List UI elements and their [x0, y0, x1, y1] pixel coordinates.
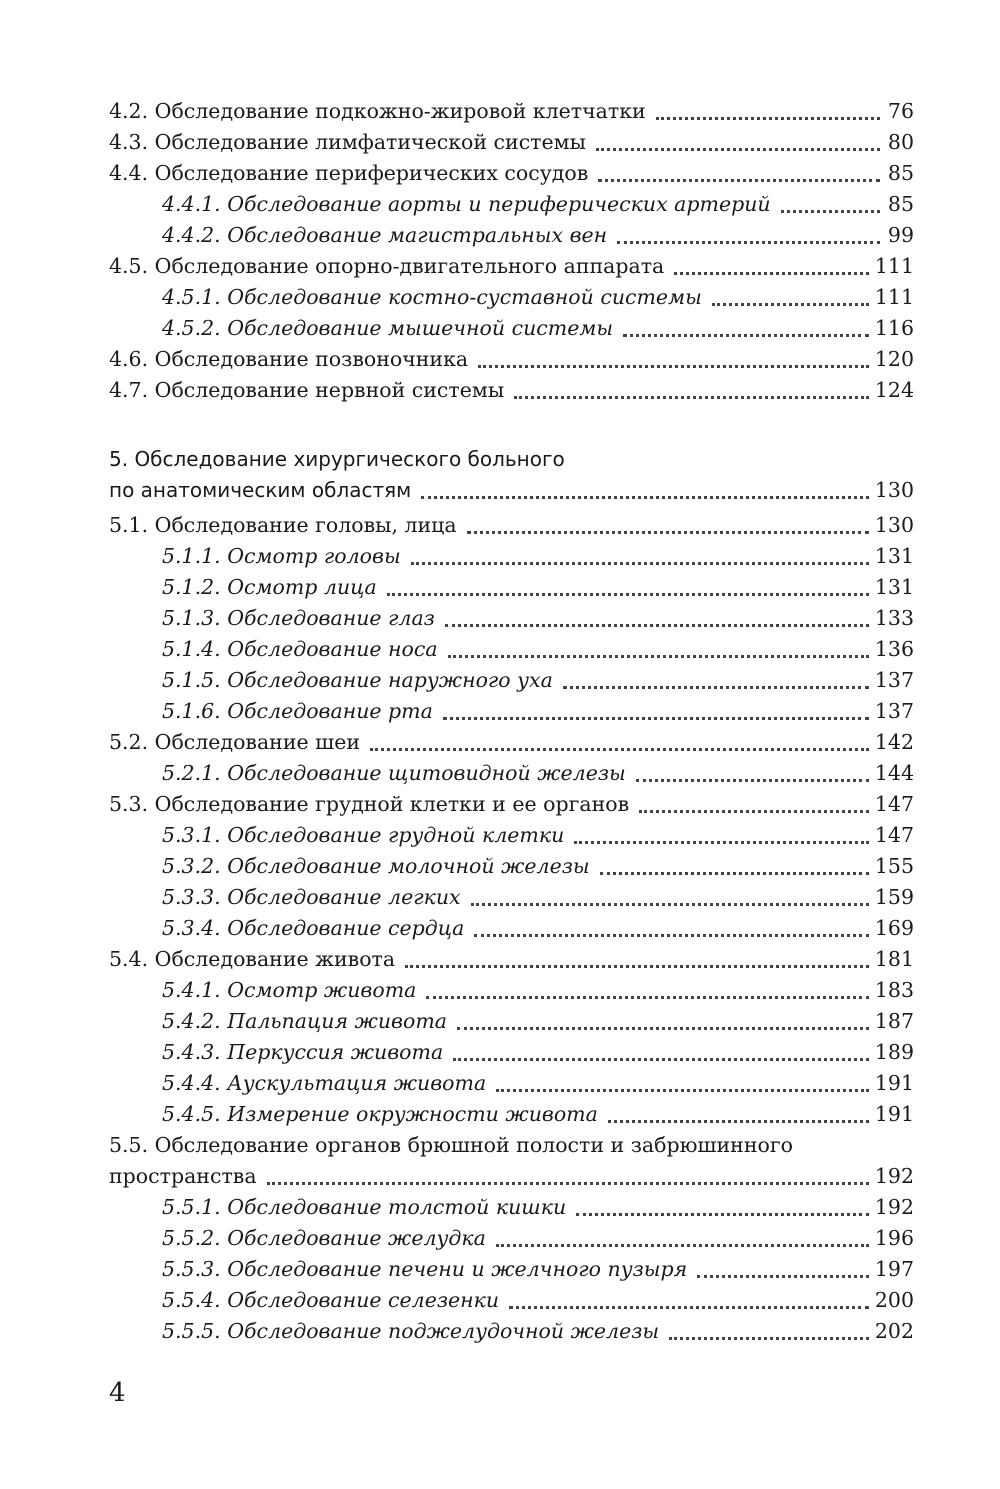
toc-entry-title-line2-row — [109, 1161, 914, 1192]
toc-entry-text: Обследование периферических сосудов — [154, 161, 589, 185]
toc-entry-number: 4.4.2. — [162, 223, 221, 247]
toc-entry-title — [109, 251, 664, 282]
toc-entry-title — [162, 634, 438, 665]
toc-entry-number: 4.7. — [109, 378, 149, 402]
toc-entry-number: 4.5.1. — [162, 285, 221, 309]
page-number: 147 — [874, 823, 914, 847]
page-number: 144 — [874, 761, 914, 785]
dot-leader — [509, 1305, 869, 1309]
toc-entry-title-line1: 5.5. Обследование органов брюшной полости и забрюшинного — [109, 1133, 793, 1157]
toc-entry-number: 5.1.5. — [162, 668, 221, 692]
dot-leader — [514, 395, 869, 399]
toc-entry-title — [162, 1037, 443, 1068]
toc-entry — [109, 375, 914, 406]
toc-entry-title — [162, 220, 607, 251]
toc-section-5-5-subentries — [109, 1192, 914, 1347]
toc-entry-number: 5.3. — [109, 792, 149, 816]
dot-leader — [600, 871, 869, 875]
toc-entry-number: 5.1.2. — [162, 575, 221, 599]
toc-entry — [109, 572, 914, 603]
toc-entry-text: Обследование глаз — [227, 606, 435, 630]
toc-entry — [109, 510, 914, 541]
toc-entry-text: Обследование легких — [227, 885, 461, 909]
toc-entry-number: 5.4.2. — [162, 1009, 221, 1033]
page-number: 116 — [874, 316, 914, 340]
toc-entry-number: 5.5.4. — [162, 1288, 221, 1312]
page-number: 130 — [874, 478, 914, 502]
page-number: 133 — [874, 606, 914, 630]
page-number: 130 — [874, 513, 914, 537]
toc-entry-title — [109, 789, 629, 820]
page-number: 137 — [874, 699, 914, 723]
dot-leader — [457, 1026, 869, 1030]
page-number: 169 — [874, 916, 914, 940]
page-number: 202 — [874, 1319, 914, 1343]
toc-entry-text: Обследование поджелудочной железы — [227, 1319, 660, 1343]
page-number: 85 — [887, 192, 914, 216]
toc-entry — [109, 96, 914, 127]
toc-entry-title — [162, 1068, 486, 1099]
toc-entry-number: 5.4.1. — [162, 978, 221, 1002]
page-number: 137 — [874, 668, 914, 692]
toc-entry — [109, 1316, 914, 1347]
toc-entry — [109, 603, 914, 634]
page-number: 197 — [874, 1257, 914, 1281]
dot-leader — [467, 530, 869, 534]
toc-entry-number: 5.4.3. — [162, 1040, 221, 1064]
toc-entry-number: 4.2. — [109, 99, 149, 123]
toc-entry-text: Обследование аорты и периферических артерий — [227, 192, 771, 216]
toc-entry-title — [109, 127, 586, 158]
toc-entry-text: Обследование мышечной системы — [227, 316, 614, 340]
dot-leader — [596, 147, 880, 151]
toc-entry-text: Перкуссия живота — [227, 1040, 444, 1064]
page-number: 147 — [874, 792, 914, 816]
toc-entry-title — [162, 1099, 598, 1130]
dot-leader — [636, 778, 869, 782]
toc-entry-title — [162, 1006, 447, 1037]
chapter-title-line2: по анатомическим областям — [109, 478, 412, 502]
toc-entry — [109, 251, 914, 282]
toc-entry-text: Обследование опорно-двигательного аппарата — [154, 254, 665, 278]
toc-entry-text: Обследование головы, лица — [154, 513, 457, 537]
dot-leader — [781, 209, 880, 213]
dot-leader — [608, 1119, 869, 1123]
dot-leader — [443, 716, 869, 720]
toc-entry-text: Обследование наружного уха — [227, 668, 553, 692]
toc-entry-title — [162, 975, 416, 1006]
toc-entry-text: Обследование шеи — [154, 730, 360, 754]
toc-entry — [109, 882, 914, 913]
toc-entry-number: 5.1.3. — [162, 606, 221, 630]
toc-entry-title — [162, 1254, 687, 1285]
toc-entry-text: Обследование подкожно-жировой клетчатки — [154, 99, 646, 123]
toc-entry — [109, 665, 914, 696]
toc-entry — [109, 913, 914, 944]
page-number: 111 — [874, 254, 914, 278]
page-number: 142 — [874, 730, 914, 754]
toc-entry-number: 5.1.1. — [162, 544, 221, 568]
toc-entry — [109, 1254, 914, 1285]
dot-leader — [623, 333, 869, 337]
spacer — [109, 406, 914, 444]
dot-leader — [387, 592, 869, 596]
toc-entry — [109, 1068, 914, 1099]
dot-leader — [617, 240, 880, 244]
page-number: 80 — [887, 130, 914, 154]
toc-entry-text: Обследование грудной клетки и ее органов — [154, 792, 630, 816]
toc-entry-text: Осмотр живота — [227, 978, 417, 1002]
toc-entry-number: 4.6. — [109, 347, 149, 371]
toc-entry-title — [162, 696, 433, 727]
page-number: 187 — [874, 1009, 914, 1033]
toc-entry-title — [109, 158, 588, 189]
dot-leader — [474, 933, 869, 937]
toc-entry-number: 5.3.2. — [162, 854, 221, 878]
toc-entry-title — [162, 313, 613, 344]
toc-entry-title — [109, 375, 504, 406]
toc-entry-number: 5.2.1. — [162, 761, 221, 785]
dot-leader — [669, 1336, 869, 1340]
toc-entry-number: 4.3. — [109, 130, 149, 154]
page-number: 136 — [874, 637, 914, 661]
toc-entry-number: 5.5.1. — [162, 1195, 221, 1219]
page-number: 131 — [874, 575, 914, 599]
dot-leader — [598, 178, 880, 182]
page-number: 99 — [887, 223, 914, 247]
toc-entry-text: Осмотр головы — [227, 544, 401, 568]
toc-entry-title — [109, 727, 360, 758]
toc-entry-number: 5.4.5. — [162, 1102, 221, 1126]
toc-entry-number: 5.1. — [109, 513, 149, 537]
page-number: 200 — [874, 1288, 914, 1312]
chapter-title-line1: 5. Обследование хирургического больного — [109, 447, 565, 471]
page-number: 120 — [874, 347, 914, 371]
dot-leader — [370, 747, 869, 751]
toc-entry — [109, 1223, 914, 1254]
toc-entry-text: Обследование лимфатической системы — [154, 130, 586, 154]
toc-entry — [109, 1037, 914, 1068]
toc-entry-text: Обследование грудной клетки — [227, 823, 565, 847]
toc-entry-number: 5.5.5. — [162, 1319, 221, 1343]
dot-leader — [405, 964, 869, 968]
dot-leader — [697, 1274, 869, 1278]
toc-entry — [109, 944, 914, 975]
toc-entry-title — [162, 189, 771, 220]
toc-entry — [109, 313, 914, 344]
toc-entry-text: Обследование молочной железы — [227, 854, 590, 878]
toc-entry-title — [162, 851, 590, 882]
dot-leader — [421, 495, 869, 499]
toc-entry-number: 5.5.3. — [162, 1257, 221, 1281]
dot-leader — [478, 364, 869, 368]
page-number: 191 — [874, 1071, 914, 1095]
dot-leader — [656, 116, 880, 120]
toc-entry-title — [162, 1285, 499, 1316]
toc-entry — [109, 158, 914, 189]
toc-entry-title — [162, 820, 564, 851]
toc-entry-text: Обследование нервной системы — [154, 378, 505, 402]
toc-entry-title — [109, 944, 395, 975]
toc-entry-number: 4.5. — [109, 254, 149, 278]
toc-entry — [109, 758, 914, 789]
dot-leader — [426, 995, 868, 999]
toc-entry-number: 5.4. — [109, 947, 149, 971]
dot-leader — [712, 302, 869, 306]
page-folio: 4 — [109, 1378, 126, 1408]
toc-entry-text: Аускультация живота — [227, 1071, 487, 1095]
toc-entry — [109, 1006, 914, 1037]
toc-entry — [109, 220, 914, 251]
page-number: 192 — [874, 1195, 914, 1219]
toc-entry-number: 5.3.4. — [162, 916, 221, 940]
toc-entry-text: Пальпация живота — [227, 1009, 447, 1033]
toc-entry — [109, 1099, 914, 1130]
toc-entry-number: 4.5.2. — [162, 316, 221, 340]
toc-entry-title — [162, 603, 435, 634]
toc-entry-number: 5.3.3. — [162, 885, 221, 909]
toc-entry-text: Обследование селезенки — [227, 1288, 500, 1312]
dot-leader — [674, 271, 869, 275]
toc-entry-title — [162, 758, 626, 789]
dot-leader — [574, 840, 869, 844]
page-number: 183 — [874, 978, 914, 1002]
toc-entry — [109, 696, 914, 727]
dot-leader — [639, 809, 869, 813]
toc-entry-number: 4.4.1. — [162, 192, 221, 216]
toc-entry — [109, 789, 914, 820]
page-number: 181 — [874, 947, 914, 971]
toc-entry-text: Обследование носа — [227, 637, 438, 661]
toc-entry-title — [109, 510, 457, 541]
toc-entry — [109, 344, 914, 375]
page-number: 159 — [874, 885, 914, 909]
toc-entry — [109, 541, 914, 572]
toc-entry-number: 5.2. — [109, 730, 149, 754]
dot-leader — [445, 623, 869, 627]
toc-entry-text: Обследование сердца — [227, 916, 465, 940]
dot-leader — [576, 1212, 869, 1216]
toc-section-5 — [109, 510, 914, 1130]
toc-entry-number: 5.1.6. — [162, 699, 221, 723]
page-number: 111 — [874, 285, 914, 309]
table-of-contents — [109, 96, 914, 1347]
toc-entry — [109, 634, 914, 665]
toc-entry — [109, 851, 914, 882]
toc-entry-text: Обследование щитовидной железы — [227, 761, 626, 785]
toc-entry-title — [109, 344, 468, 375]
page-number: 155 — [874, 854, 914, 878]
page-number: 85 — [887, 161, 914, 185]
toc-entry-title — [109, 96, 646, 127]
toc-entry-text: Обследование живота — [154, 947, 396, 971]
toc-entry — [109, 127, 914, 158]
dot-leader — [411, 561, 869, 565]
dot-leader — [496, 1243, 869, 1247]
toc-entry-text: Обследование позвоночника — [154, 347, 469, 371]
toc-entry-number: 4.4. — [109, 161, 149, 185]
toc-entry-text: Обследование рта — [227, 699, 433, 723]
toc-entry-title — [162, 665, 553, 696]
toc-entry-title — [162, 1192, 566, 1223]
page-number: 196 — [874, 1226, 914, 1250]
toc-entry — [109, 727, 914, 758]
dot-leader — [453, 1057, 869, 1061]
toc-entry-number: 5.4.4. — [162, 1071, 221, 1095]
toc-entry-text: Обследование магистральных вен — [227, 223, 608, 247]
toc-entry-title — [162, 1316, 659, 1347]
toc-entry-5-5 — [109, 1130, 914, 1192]
toc-entry-title — [162, 541, 401, 572]
toc-entry — [109, 1192, 914, 1223]
toc-entry — [109, 1285, 914, 1316]
toc-entry-title-line2: пространства — [109, 1164, 257, 1188]
toc-entry-text: Обследование костно-суставной системы — [227, 285, 702, 309]
page-number: 189 — [874, 1040, 914, 1064]
toc-entry-number: 5.1.4. — [162, 637, 221, 661]
toc-entry-number: 5.5.2. — [162, 1226, 221, 1250]
toc-entry — [109, 820, 914, 851]
page-number: 191 — [874, 1102, 914, 1126]
dot-leader — [496, 1088, 869, 1092]
page-number: 131 — [874, 544, 914, 568]
toc-entry-title — [162, 1223, 486, 1254]
toc-entry-text: Осмотр лица — [227, 575, 377, 599]
toc-section-4 — [109, 96, 914, 406]
page-number: 124 — [874, 378, 914, 402]
toc-entry-text: Измерение окружности живота — [227, 1102, 598, 1126]
dot-leader — [471, 902, 869, 906]
chapter-title-line2-row — [109, 475, 914, 506]
toc-entry-text: Обследование желудка — [227, 1226, 486, 1250]
toc-entry-text: Обследование печени и желчного пузыря — [227, 1257, 688, 1281]
page-number: 76 — [887, 99, 914, 123]
toc-entry-title — [162, 282, 702, 313]
dot-leader — [448, 654, 869, 658]
toc-entry — [109, 282, 914, 313]
toc-entry-text: Обследование толстой кишки — [227, 1195, 567, 1219]
toc-entry-title — [162, 913, 464, 944]
chapter-5-heading — [109, 444, 914, 506]
dot-leader — [267, 1181, 869, 1185]
dot-leader — [563, 685, 869, 689]
toc-entry-title — [162, 882, 461, 913]
page-number: 192 — [874, 1164, 914, 1188]
toc-entry-title — [162, 572, 377, 603]
toc-entry — [109, 975, 914, 1006]
toc-entry-number: 5.3.1. — [162, 823, 221, 847]
toc-entry — [109, 189, 914, 220]
